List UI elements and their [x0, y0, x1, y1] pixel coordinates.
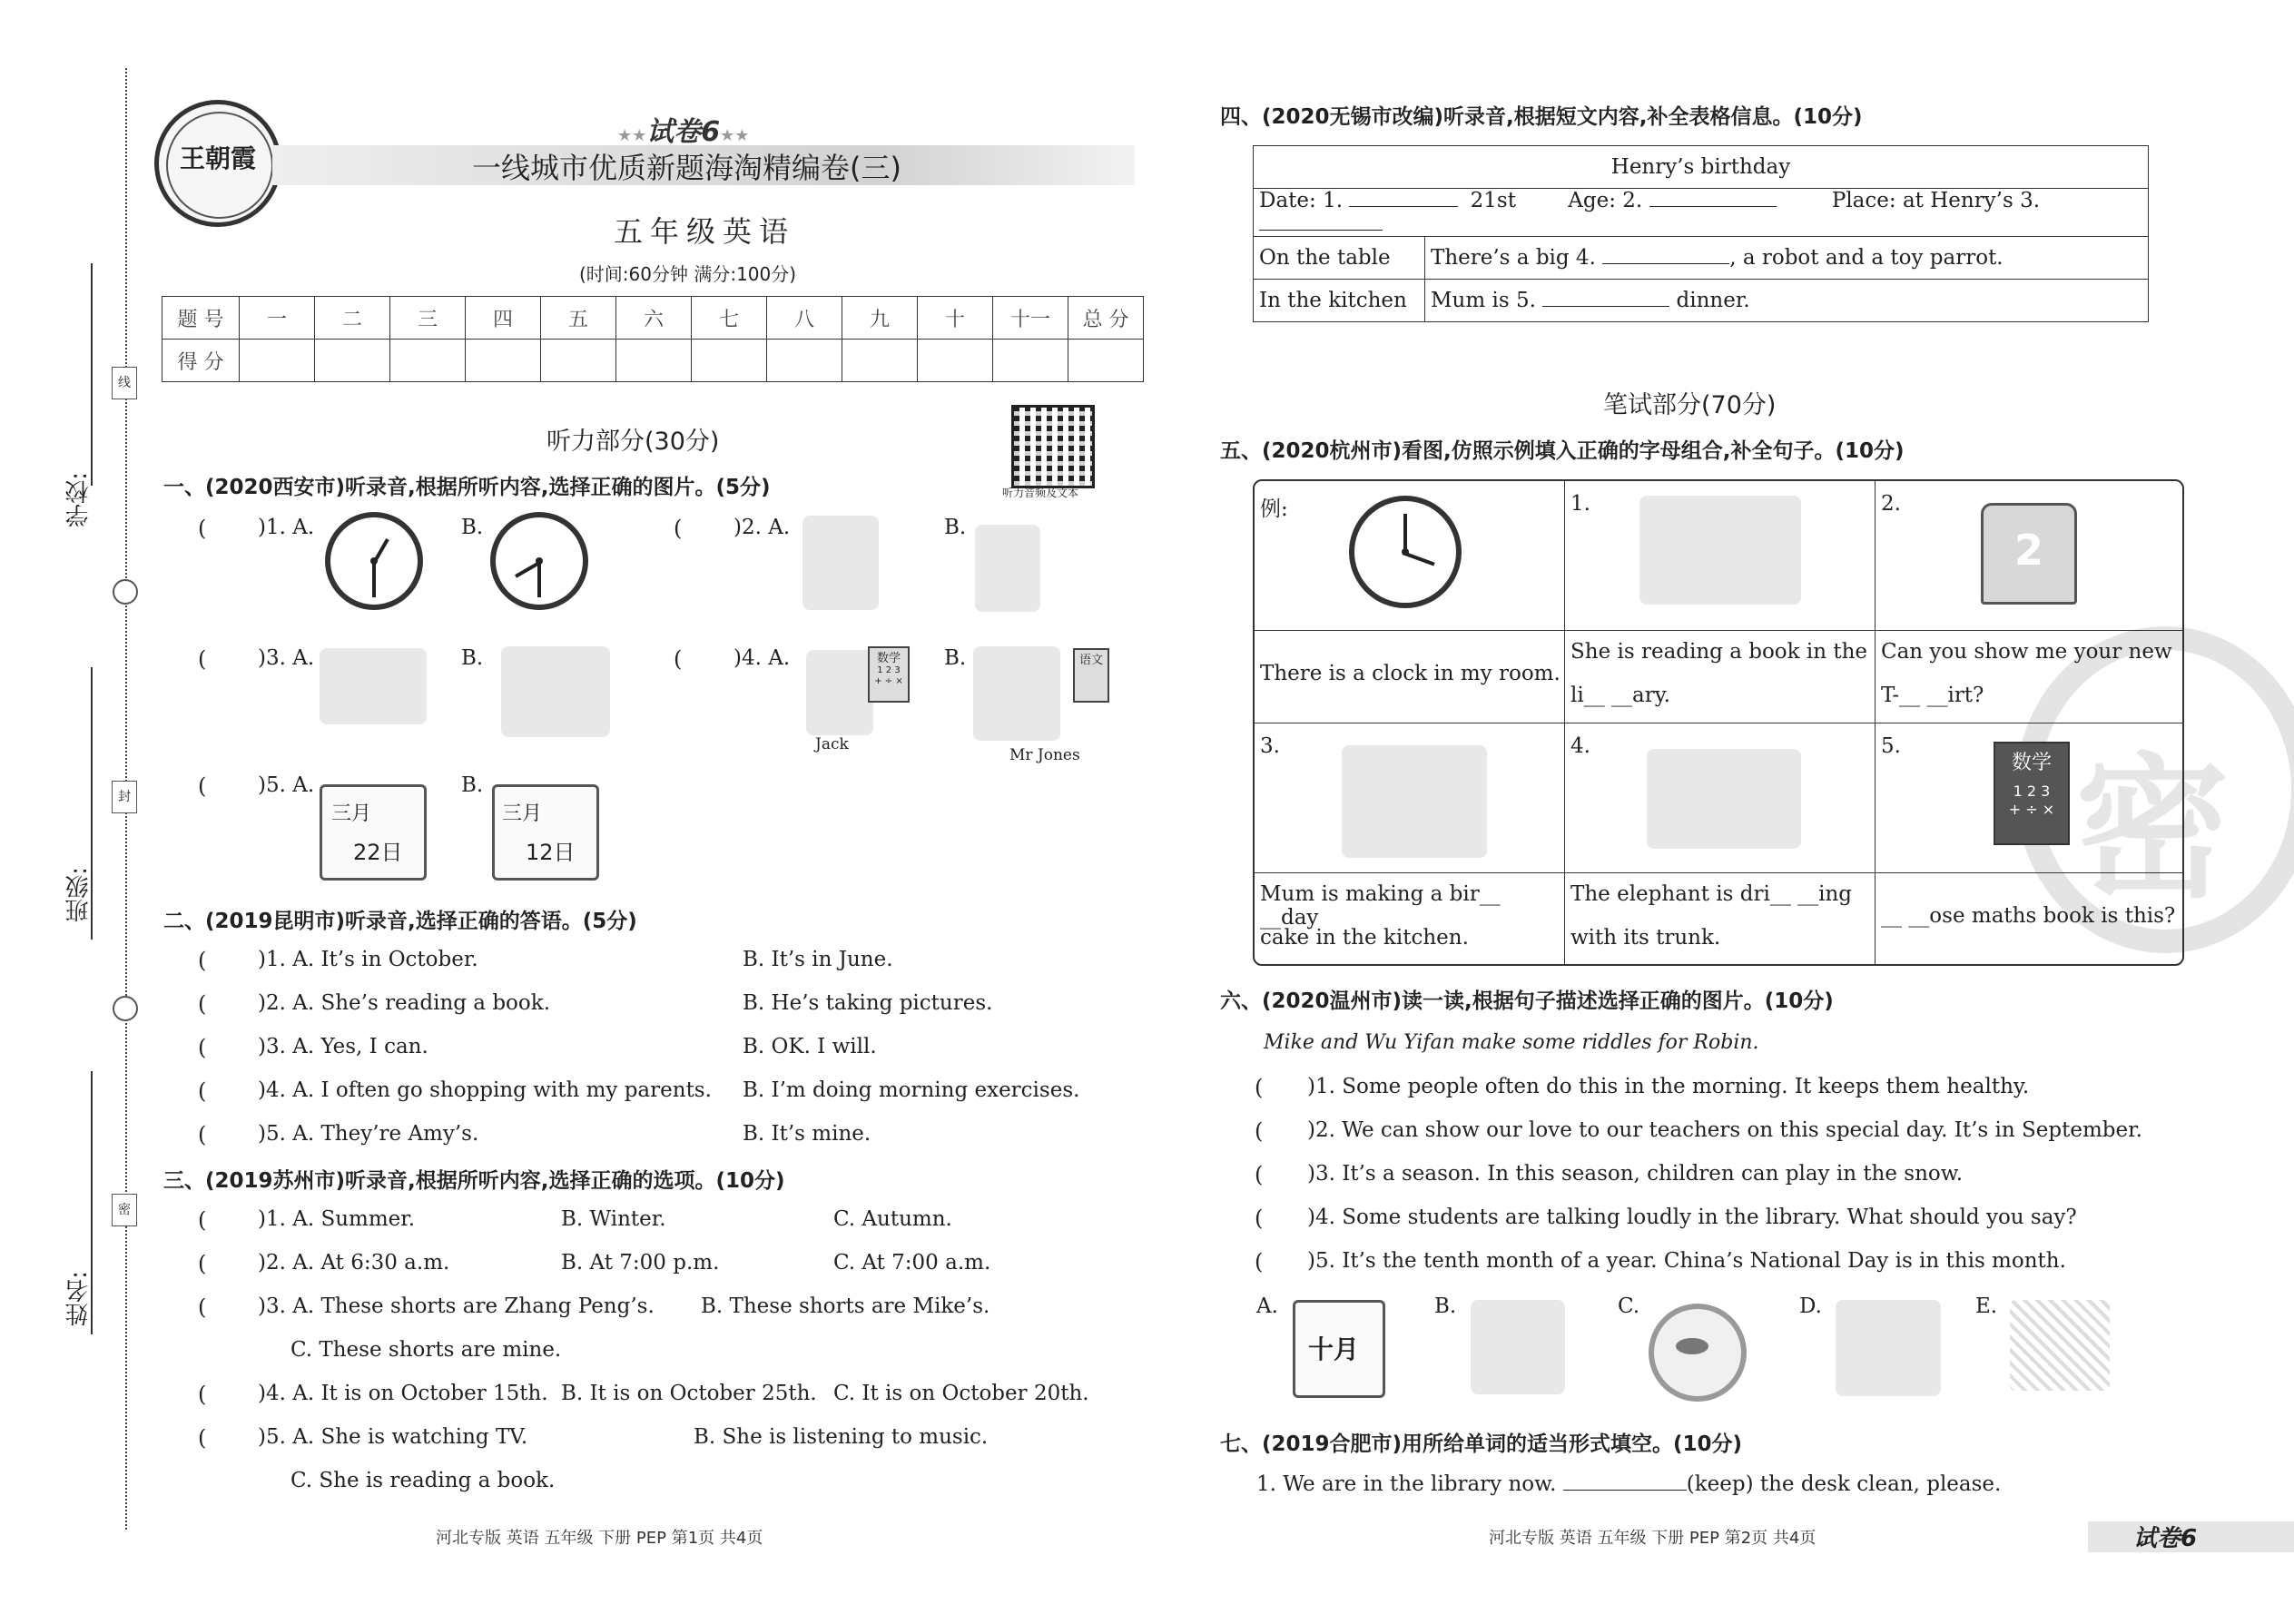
sentence-3b: cake in the kitchen. [1260, 926, 1469, 950]
score-header: 题 号 [162, 297, 240, 340]
q3-5-b: B. She is listening to music. [694, 1425, 989, 1449]
sentence-3a: Mum is making a bir__ __day [1260, 882, 1501, 930]
math-book-icon [1994, 742, 2070, 845]
picture-grid [1253, 479, 2184, 966]
q3-1-c: C. Autumn. [833, 1207, 952, 1231]
q7-blank[interactable] [1563, 1490, 1687, 1491]
name-label: 姓名: [65, 1271, 93, 1326]
score-header: 八 [767, 297, 842, 340]
kitchen-text-b: dinner. [1676, 289, 1750, 312]
q1-heading: 一、(2020西安市)听录音,根据所听内容,选择正确的图片。(5分) [163, 476, 771, 499]
quiet-sign-icon [1649, 1304, 1747, 1402]
q3-3-a: )3. A. These shorts are Zhang Peng’s. [258, 1294, 655, 1318]
answer-paren[interactable]: ( [198, 1207, 207, 1233]
snow-scene-icon [2010, 1300, 2110, 1391]
table-text-b: , a robot and a toy parrot. [1729, 246, 2004, 270]
october-calendar-icon [1293, 1300, 1385, 1398]
score-header: 总 分 [1068, 297, 1144, 340]
birthday-table [1253, 145, 2149, 322]
answer-paren[interactable]: ( [198, 1078, 207, 1104]
answer-paren[interactable]: ( [1255, 1118, 1264, 1144]
q5-heading: 五、(2020杭州市)看图,仿照示例填入正确的字母组合,补全句子。(10分) [1220, 439, 1905, 463]
q1-item-4: )4. A. [733, 646, 791, 670]
score-cell[interactable] [315, 340, 390, 382]
score-cell[interactable] [390, 340, 466, 382]
sentence-4a: The elephant is dri__ __ing [1570, 882, 1853, 906]
math-book-label: 数学 [876, 652, 901, 665]
score-header: 六 [616, 297, 692, 340]
answer-paren[interactable]: ( [1255, 1206, 1264, 1231]
place-blank[interactable] [1259, 230, 1383, 231]
calendar-icon [320, 784, 427, 881]
subject-title: 五年级英语 [614, 214, 796, 249]
swimming-figure-icon [320, 648, 427, 724]
q6-heading: 六、(2020温州市)读一读,根据句子描述选择正确的图片。(10分) [1220, 989, 1834, 1013]
grid-cell [1565, 481, 1876, 631]
answer-paren[interactable]: ( [198, 991, 207, 1017]
table-blank[interactable] [1602, 263, 1729, 264]
footer-tag: 试卷6 [2133, 1525, 2198, 1552]
writing-title: 笔试部分(70分) [1603, 391, 1777, 419]
score-header: 十 [918, 297, 993, 340]
age-blank[interactable] [1649, 206, 1777, 207]
q6-item-2: )2. We can show our love to our teachers on this special day. It’s in September. [1307, 1118, 2142, 1142]
q2-a-2: )2. A. She’s reading a book. [258, 991, 550, 1015]
exercise-figure-icon [802, 516, 879, 610]
calendar-day: 22日 [353, 840, 403, 865]
option-c: C. [1618, 1294, 1640, 1318]
cell-number: 4. [1570, 734, 1590, 758]
answer-paren[interactable]: ( [674, 646, 683, 672]
option-e: E. [1975, 1294, 1998, 1318]
tree-icon [501, 646, 610, 737]
qr-code-icon [1011, 405, 1095, 488]
sentence-1b: li__ __ary. [1570, 684, 1670, 707]
answer-paren[interactable]: ( [198, 1122, 207, 1147]
score-header: 四 [466, 297, 541, 340]
qr-caption: 听力音频及文本 [1002, 487, 1079, 499]
cake-making-icon [1342, 745, 1487, 858]
sentence-1a: She is reading a book in the [1570, 640, 1868, 664]
teacher-figure-icon [973, 646, 1060, 741]
answer-paren[interactable]: ( [674, 516, 683, 541]
q3-2-c: C. At 7:00 a.m. [833, 1251, 991, 1275]
table-text-a: There’s a big 4. [1431, 246, 1596, 270]
q3-4-a: )4. A. It is on October 15th. [258, 1382, 548, 1405]
q3-1-a: )1. A. Summer. [258, 1207, 416, 1231]
chinese-book-icon [1073, 648, 1109, 703]
series-title: 一线城市优质新题海淘精编卷(三) [472, 151, 901, 185]
grid-cell [1876, 873, 2184, 964]
date-label: Date: 1. [1259, 189, 1344, 212]
jack-caption: Jack [815, 735, 849, 753]
q3-2-a: )2. A. At 6:30 a.m. [258, 1251, 450, 1275]
sentence-2b: T-__ __irt? [1881, 684, 1984, 707]
age-label: Age: 2. [1568, 189, 1643, 212]
answer-paren[interactable]: ( [198, 1294, 207, 1320]
grid-cell [1255, 631, 1565, 723]
cell-number: 2. [1881, 492, 1901, 516]
score-header: 五 [541, 297, 616, 340]
q2-a-4: )4. A. I often go shopping with my parents. [258, 1078, 712, 1102]
cell-number: 5. [1881, 734, 1901, 758]
math-book-symbols: 1 2 3 + ÷ × [874, 665, 903, 686]
score-cell[interactable] [918, 340, 993, 382]
date-suffix: 21st [1470, 189, 1516, 212]
q3-heading: 三、(2019苏州市)听录音,根据所听内容,选择正确的选项。(10分) [163, 1169, 785, 1193]
score-cell[interactable] [616, 340, 692, 382]
q3-5-a: )5. A. She is watching TV. [258, 1425, 528, 1449]
q1-item-1: )1. A. [258, 516, 315, 539]
clock-icon [325, 512, 423, 610]
q3-3-b: B. These shorts are Mike’s. [701, 1294, 990, 1318]
q3-4-c: C. It is on October 20th. [833, 1382, 1089, 1405]
mark-line: 线 [112, 367, 137, 399]
score-row-label: 得 分 [162, 340, 240, 382]
q2-b-2: B. He’s taking pictures. [743, 991, 993, 1015]
grid-cell [1255, 481, 1565, 631]
answer-paren[interactable]: ( [198, 1251, 207, 1276]
chinese-book-label: 语文 [1078, 654, 1103, 667]
watermark-text: 密 [2075, 740, 2230, 920]
example-sentence: There is a clock in my room. [1260, 662, 1561, 685]
option-a: A. [1256, 1294, 1278, 1318]
grid-cell [1876, 481, 2184, 631]
score-header: 十一 [993, 297, 1068, 340]
option-b: B. [1434, 1294, 1457, 1318]
q2-b-4: B. I’m doing morning exercises. [743, 1078, 1080, 1102]
score-cell[interactable] [466, 340, 541, 382]
score-cell[interactable] [541, 340, 616, 382]
q2-b-1: B. It’s in June. [743, 948, 893, 971]
q2-heading: 二、(2019昆明市)听录音,选择正确的答语。(5分) [163, 910, 637, 933]
cell-number: 1. [1570, 492, 1590, 516]
answer-paren[interactable]: ( [198, 948, 207, 973]
score-cell[interactable] [993, 340, 1068, 382]
q3-1-b: B. Winter. [561, 1207, 666, 1231]
score-header: 一 [240, 297, 315, 340]
logo-text: 王朝霞 [179, 143, 256, 173]
tshirt-icon [1981, 503, 2077, 605]
score-header: 九 [842, 297, 918, 340]
clock-icon [1349, 496, 1462, 608]
footer-right: 河北专版 英语 五年级 下册 PEP 第2页 共4页 [1489, 1529, 1816, 1548]
mrjones-caption: Mr Jones [1009, 746, 1080, 764]
score-cell[interactable] [767, 340, 842, 382]
kitchen-content [1425, 280, 2149, 322]
answer-paren[interactable]: ( [198, 1425, 207, 1451]
q3-4-b: B. It is on October 25th. [561, 1382, 817, 1405]
clock-icon [490, 512, 588, 610]
school-line [91, 263, 93, 486]
binding-hole-icon [113, 579, 138, 605]
q3-2-b: B. At 7:00 p.m. [561, 1251, 720, 1275]
answer-paren[interactable]: ( [1255, 1162, 1264, 1187]
q2-a-3: )3. A. Yes, I can. [258, 1035, 428, 1058]
place-label: Place: at Henry’s 3. [1831, 189, 2041, 212]
calendar-month: 三月 [502, 802, 543, 825]
tshirt-number: 2 [2014, 526, 2044, 575]
q1-item-3-b: B. [461, 646, 484, 670]
q6-item-1: )1. Some people often do this in the morning. It keeps them healthy. [1307, 1075, 2030, 1098]
q7-heading: 七、(2019合肥市)用所给单词的适当形式填空。(10分) [1220, 1432, 1743, 1456]
date-blank[interactable] [1349, 206, 1458, 207]
binding-hole-icon [113, 996, 138, 1021]
table-title: Henry’s birthday [1254, 146, 2149, 189]
calendar-day: 12日 [526, 840, 576, 865]
exercising-children-icon [1836, 1300, 1941, 1396]
q2-b-3: B. OK. I will. [743, 1035, 877, 1058]
q6-item-5: )5. It’s the tenth month of a year. China’s National Day is in this month. [1307, 1249, 2066, 1273]
mark-seal: 封 [112, 781, 137, 813]
kitchen-label: In the kitchen [1254, 280, 1425, 322]
library-scene-icon [1639, 496, 1801, 605]
sentence-5: __ __ose maths book is this? [1881, 904, 2176, 928]
table-content [1425, 237, 2149, 280]
footer-left: 河北专版 英语 五年级 下册 PEP 第1页 共4页 [436, 1529, 763, 1548]
example-label: 例: [1260, 497, 1288, 521]
q6-item-3: )3. It’s a season. In this season, children can play in the snow. [1307, 1162, 1964, 1186]
calendar-icon [492, 784, 599, 881]
kitchen-blank[interactable] [1542, 306, 1669, 307]
sentence-2a: Can you show me your new [1881, 640, 2172, 664]
mark-secret: 密 [112, 1194, 137, 1226]
q1-item-5: )5. A. [258, 773, 315, 797]
calendar-text: 十月 [1308, 1334, 1360, 1364]
answer-paren[interactable]: ( [198, 646, 207, 672]
q4-heading: 四、(2020无锡市改编)听录音,根据短文内容,补全表格信息。(10分) [1220, 105, 1863, 129]
score-cell[interactable] [1068, 340, 1144, 382]
kitchen-text-a: Mum is 5. [1431, 289, 1536, 312]
score-header: 七 [692, 297, 767, 340]
answer-paren[interactable]: ( [198, 1035, 207, 1060]
answer-paren[interactable]: ( [198, 1382, 207, 1407]
q1-item-2-b: B. [944, 516, 967, 539]
q7-text-b: (keep) the desk clean, please. [1686, 1472, 2002, 1496]
score-header: 三 [390, 297, 466, 340]
class-label: 班级: [65, 867, 93, 922]
grid-cell [1565, 631, 1876, 723]
q1-item-1-b: B. [461, 516, 484, 539]
q2-a-5: )5. A. They’re Amy’s. [258, 1122, 479, 1146]
q3-5-c: C. She is reading a book. [290, 1469, 556, 1492]
listening-title: 听力部分(30分) [546, 428, 720, 456]
grid-cell [1565, 873, 1876, 964]
score-cell[interactable] [842, 340, 918, 382]
option-d: D. [1799, 1294, 1822, 1318]
book-symbols: 1 2 3 + ÷ × [2008, 782, 2055, 818]
time-info: (时间:60分钟 满分:100分) [579, 263, 797, 285]
teacher-day-icon [1471, 1300, 1565, 1394]
answer-paren[interactable]: ( [198, 516, 207, 541]
calendar-month: 三月 [331, 802, 372, 825]
answer-paren[interactable]: ( [1255, 1075, 1264, 1100]
q7-item-1 [1256, 1472, 2001, 1496]
answer-paren[interactable]: ( [198, 773, 207, 799]
elephant-icon [1647, 749, 1801, 849]
q1-item-3: )3. A. [258, 646, 315, 670]
sentence-4b: with its trunk. [1570, 926, 1721, 950]
score-cell[interactable] [240, 340, 315, 382]
grid-cell [1565, 723, 1876, 873]
grid-cell [1255, 873, 1565, 964]
brand-logo [154, 100, 281, 227]
grid-cell [1876, 631, 2184, 723]
book-label: 数学 [2011, 752, 2052, 774]
table-label: On the table [1254, 237, 1425, 280]
q1-item-5-b: B. [461, 773, 484, 797]
grid-cell [1255, 723, 1565, 873]
school-label: 学校: [65, 472, 93, 527]
grid-cell [1876, 723, 2184, 873]
info-row [1254, 189, 2149, 237]
cell-number: 3. [1260, 734, 1280, 758]
q1-item-4-b: B. [944, 646, 967, 670]
math-book-icon [868, 646, 910, 703]
q1-item-2: )2. A. [733, 516, 791, 539]
q2-a-1: )1. A. It’s in October. [258, 948, 478, 971]
paper-tag: ★★试卷6★★ [617, 116, 750, 148]
boy-jack-icon [806, 650, 873, 735]
score-table [162, 296, 1144, 382]
q6-intro: Mike and Wu Yifan make some riddles for Robin. [1264, 1031, 1759, 1054]
q7-text-a: 1. We are in the library now. [1256, 1472, 1557, 1496]
q2-b-5: B. It’s mine. [743, 1122, 871, 1146]
score-header: 二 [315, 297, 390, 340]
answer-paren[interactable]: ( [1255, 1249, 1264, 1275]
score-cell[interactable] [692, 340, 767, 382]
q3-3-c: C. These shorts are mine. [290, 1338, 562, 1362]
reading-figure-icon [975, 525, 1040, 612]
q6-item-4: )4. Some students are talking loudly in the library. What should you say? [1307, 1206, 2077, 1229]
